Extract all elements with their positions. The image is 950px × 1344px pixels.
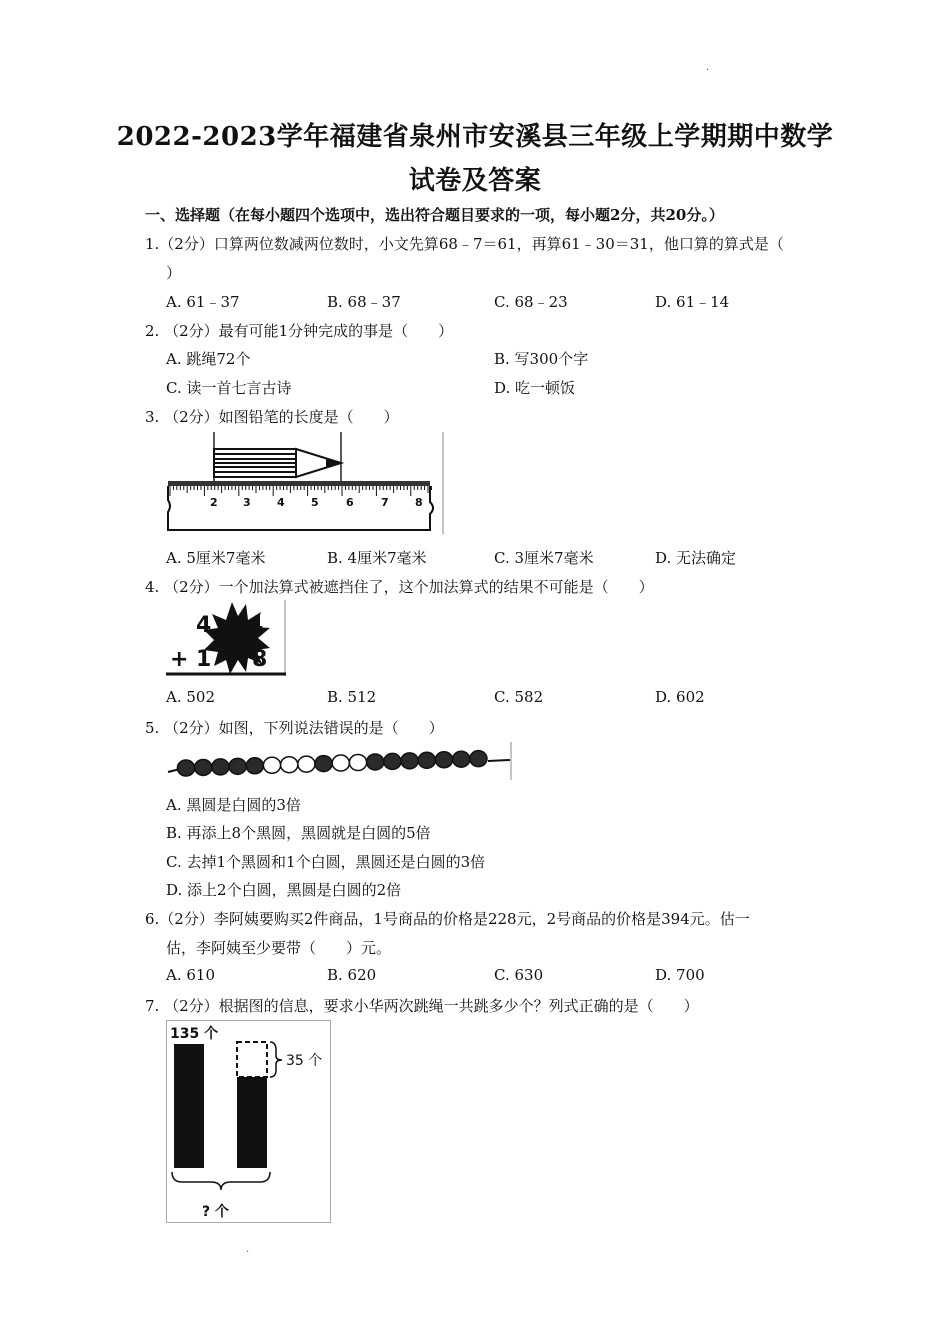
q5-option-c: C. 去掉1个黑圆和1个白圆，黑圆还是白圆的3倍 — [166, 853, 486, 871]
beads-figure — [166, 742, 514, 782]
top-dot: . — [706, 62, 710, 73]
ruler-label-2: 2 — [210, 496, 218, 509]
q6-option-b: B. 620 — [327, 966, 377, 984]
q1-option-d: D. 61﹣14 — [655, 293, 730, 311]
q3-option-a: A. 5厘米7毫米 — [166, 549, 266, 567]
q4-option-a: A. 502 — [166, 688, 215, 706]
section-heading: 一、选择题（在每小题四个选项中，选出符合题目要求的一项，每小题2分，共20分。） — [145, 206, 724, 224]
q6-option-c: C. 630 — [494, 966, 544, 984]
q4-option-d: D. 602 — [655, 688, 705, 706]
question-1-text-cont: ） — [166, 264, 182, 282]
question-4-text: 4. （2分）一个加法算式被遮挡住了，这个加法算式的结果不可能是（ ） — [145, 578, 654, 596]
jump-rope-bar-figure — [166, 1020, 332, 1224]
white-bead — [332, 755, 349, 771]
q1-option-a: A. 61﹣37 — [166, 293, 240, 311]
ruler-label-6: 6 — [346, 496, 354, 509]
black-bead — [435, 752, 452, 768]
q2-option-a: A. 跳绳72个 — [166, 350, 251, 368]
total-unknown-label: ? 个 — [202, 1204, 229, 1220]
top-left-digit: 4 — [196, 613, 212, 638]
question-7-text: 7. （2分）根据图的信息，要求小华两次跳绳一共跳多少个？列式正确的是（ ） — [145, 997, 699, 1015]
black-bead — [229, 758, 246, 774]
black-bead — [470, 751, 487, 767]
page-title-line2: 试卷及答案 — [408, 166, 542, 196]
q6-option-d: D. 700 — [655, 966, 705, 984]
page-title-line1: 2022-2023学年福建省泉州市安溪县三年级上学期期中数学 — [116, 122, 834, 152]
question-5-text: 5. （2分）如图，下列说法错误的是（ ） — [145, 719, 444, 737]
pencil-icon — [214, 449, 341, 477]
black-bead — [453, 751, 470, 767]
q3-option-d: D. 无法确定 — [655, 549, 737, 567]
ruler-label-4: 4 — [277, 496, 285, 509]
difference-label: 35 个 — [286, 1053, 323, 1069]
black-bead — [384, 753, 401, 769]
question-2-text: 2. （2分）最有可能1分钟完成的事是（ ） — [145, 322, 454, 340]
pencil-ruler-figure — [166, 432, 446, 534]
q4-option-c: C. 582 — [494, 688, 544, 706]
q4-option-b: B. 512 — [327, 688, 377, 706]
q1-option-b: B. 68﹣37 — [327, 293, 401, 311]
first-bar-label: 135 个 — [170, 1026, 219, 1042]
ruler-label-5: 5 — [311, 496, 319, 509]
q2-option-d: D. 吃一顿饭 — [494, 379, 576, 397]
plus-sign: + — [170, 647, 189, 672]
missing-part-dashed — [237, 1042, 267, 1077]
white-bead — [298, 756, 315, 772]
ruler — [168, 481, 433, 530]
black-bead — [177, 760, 194, 776]
black-bead — [212, 759, 229, 775]
black-bead — [315, 756, 332, 772]
bottom-right-digit: 8 — [252, 647, 268, 672]
q3-option-b: B. 4厘米7毫米 — [327, 549, 427, 567]
black-bead — [418, 752, 435, 768]
question-6-text-cont: 估，李阿姨至少要带（ ）元。 — [166, 939, 392, 957]
q6-option-a: A. 610 — [166, 966, 215, 984]
black-bead — [195, 759, 212, 775]
question-1-text: 1.（2分）口算两位数减两位数时，小文先算68﹣7＝61，再算61﹣30＝31，他口算的算式是（ — [145, 235, 784, 253]
hidden-addition-figure — [166, 600, 288, 678]
black-bead — [401, 753, 418, 769]
q2-option-b: B. 写300个字 — [494, 350, 589, 368]
black-bead — [246, 758, 263, 774]
q5-option-d: D. 添上2个白圆，黑圆是白圆的2倍 — [166, 881, 402, 899]
white-bead — [349, 755, 366, 771]
q5-option-b: B. 再添上8个黑圆，黑圆就是白圆的5倍 — [166, 824, 431, 842]
ruler-label-3: 3 — [243, 496, 251, 509]
top-right-digit: 4 — [248, 613, 264, 638]
q2-option-c: C. 读一首七言古诗 — [166, 379, 292, 397]
black-bead — [367, 754, 384, 770]
first-jump-bar — [174, 1044, 204, 1168]
bottom-dot: . — [246, 1244, 250, 1255]
white-bead — [263, 757, 280, 773]
q5-option-a: A. 黑圆是白圆的3倍 — [166, 796, 301, 814]
question-6-text: 6.（2分）李阿姨要购买2件商品，1号商品的价格是228元，2号商品的价格是394元。估一 — [145, 910, 750, 928]
bottom-left-digit: 1 — [196, 647, 212, 672]
q3-option-c: C. 3厘米7毫米 — [494, 549, 594, 567]
second-jump-bar — [237, 1077, 267, 1168]
ruler-label-7: 7 — [381, 496, 389, 509]
white-bead — [281, 757, 298, 773]
question-3-text: 3. （2分）如图铅笔的长度是（ ） — [145, 408, 399, 426]
ruler-label-8: 8 — [415, 496, 423, 509]
q1-option-c: C. 68﹣23 — [494, 293, 568, 311]
